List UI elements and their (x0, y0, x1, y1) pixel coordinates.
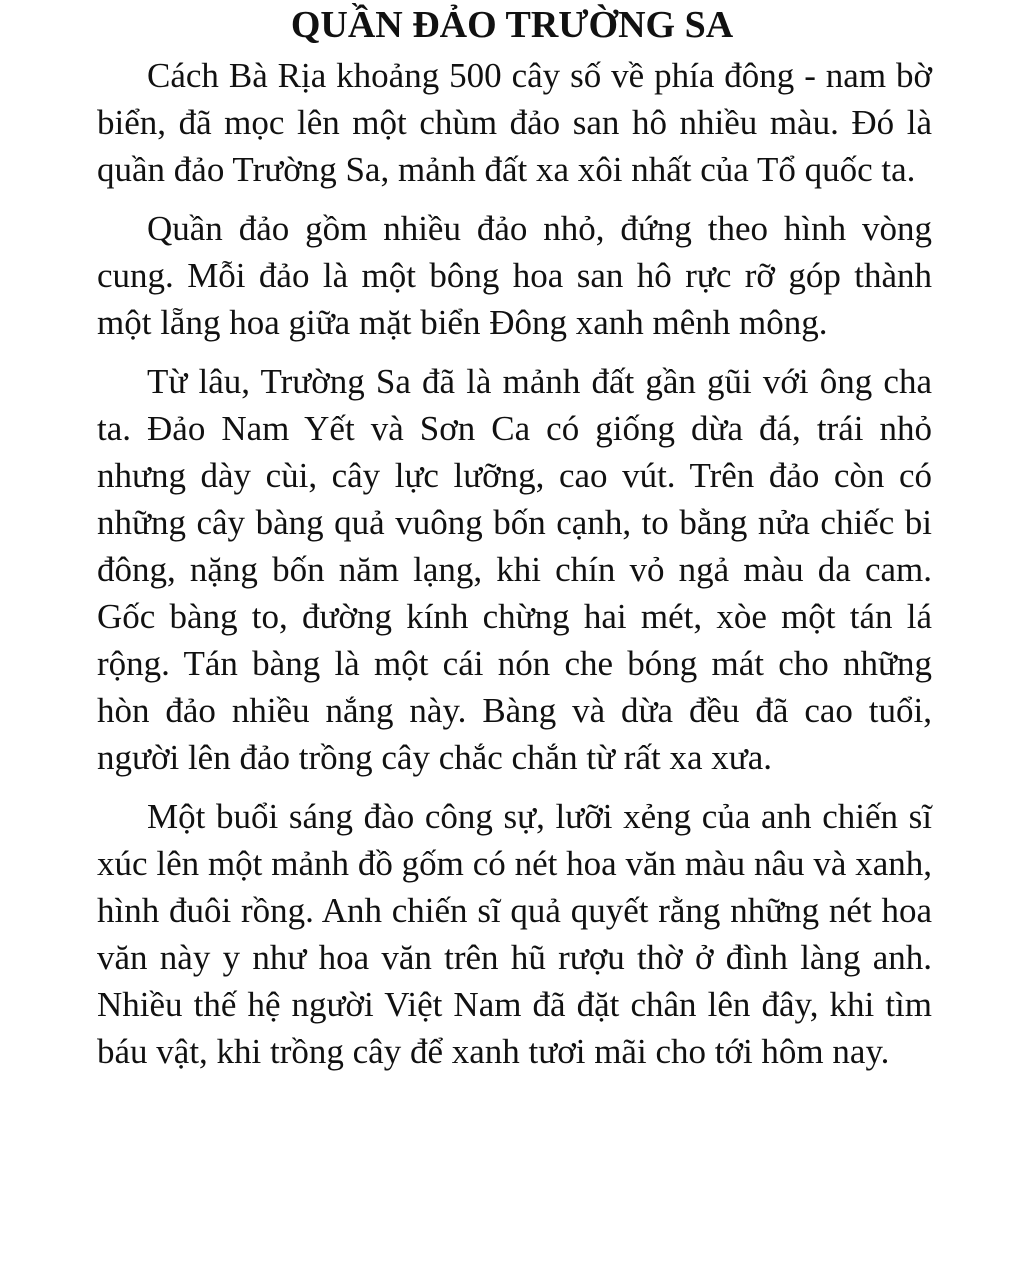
document-body (97, 52, 932, 1087)
paragraph-3: Từ lâu, Trường Sa đã là mảnh đất gần gũi với ông cha ta. Đảo Nam Yết và Sơn Ca có giống dừa đá, trái nhỏ nhưng dày cùi, cây lực lưỡng, cao vút. Trên đảo còn có những cây bàng quả vuông bốn cạnh, to bằng nửa chiếc bi đông, nặng bốn năm lạng, khi chín vỏ ngả màu da cam. Gốc bàng to, đường kính chừng hai mét, xòe một tán lá rộng. Tán bàng là một cái nón che bóng mát cho những hòn đảo nhiều nắng này. Bàng và dừa đều đã cao tuổi, người lên đảo trồng cây chắc chắn từ rất xa xưa. (97, 362, 932, 777)
paragraph-1: Cách Bà Rịa khoảng 500 cây số về phía đông - nam bờ biển, đã mọc lên một chùm đảo san hô nhiều màu. Đó là quần đảo Trường Sa, mảnh đất xa xôi nhất của Tổ quốc ta. (97, 56, 932, 189)
paragraph-2: Quần đảo gồm nhiều đảo nhỏ, đứng theo hình vòng cung. Mỗi đảo là một bông hoa san hô rực rỡ góp thành một lẵng hoa giữa mặt biển Đông xanh mênh mông. (97, 209, 932, 342)
document-title: QUẦN ĐẢO TRƯỜNG SA (290, 4, 734, 46)
paragraph-4: Một buổi sáng đào công sự, lưỡi xẻng của anh chiến sĩ xúc lên một mảnh đồ gốm có nét hoa văn màu nâu và xanh, hình đuôi rồng. Anh chiến sĩ quả quyết rằng những nét hoa văn này y như hoa văn trên hũ rượu thờ ở đình làng anh. Nhiều thế hệ người Việt Nam đã đặt chân lên đây, khi tìm báu vật, khi trồng cây để xanh tươi mãi cho tới hôm nay. (97, 797, 932, 1071)
